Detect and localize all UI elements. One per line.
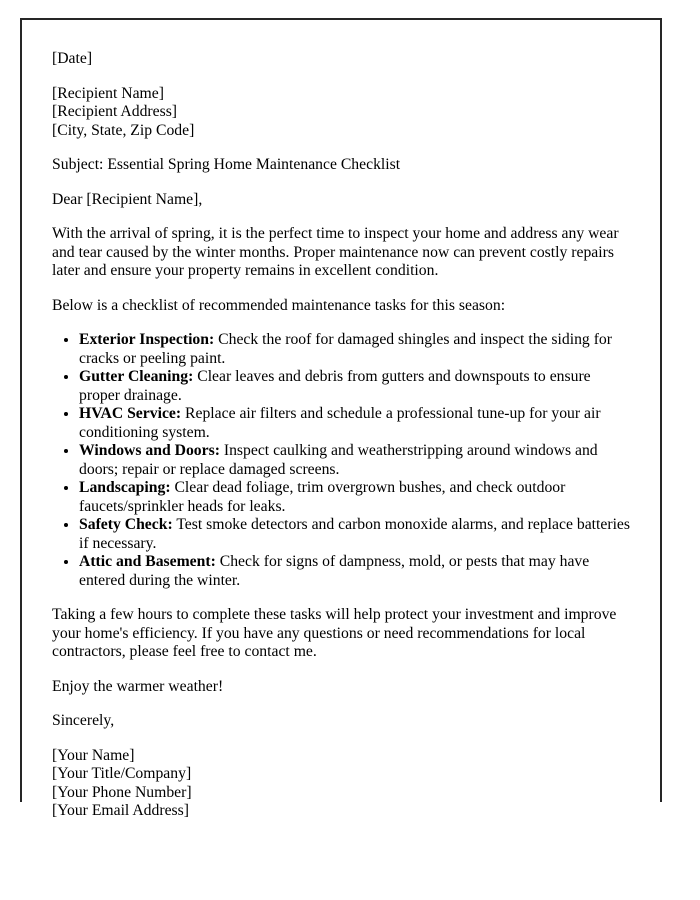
checklist-desc: Inspect caulking and weatherstripping around windows and doors; repair or replace damaged screens. [79, 442, 598, 478]
farewell-line: Enjoy the warmer weather! [52, 677, 224, 695]
closing-paragraph: Taking a few hours to complete these tasks will help protect your investment and improve your home's efficiency. If you have any questions or need recommendations for local contractors, please feel free to contact me. [52, 606, 617, 660]
checklist-desc: Test smoke detectors and carbon monoxide alarms, and replace batteries if necessary. [79, 516, 630, 552]
signature-title-company: [Your Title/Company] [52, 765, 192, 782]
checklist-term: Exterior Inspection: [79, 331, 215, 348]
signoff: Sincerely, [52, 712, 115, 729]
checklist-intro: Below is a checklist of recommended maintenance tasks for this season: [52, 296, 506, 314]
checklist-desc: Check for signs of dampness, mold, or pests that may have entered during the winter. [79, 553, 590, 589]
checklist-desc: Check the roof for damaged shingles and inspect the siding for cracks or peeling paint. [79, 331, 612, 367]
checklist-item-hvac-service [79, 405, 630, 442]
checklist-term: Safety Check: [79, 516, 173, 533]
intro-paragraph: With the arrival of spring, it is the perfect time to inspect your home and address any wear and tear caused by the winter months. Proper maintenance now can prevent costly repairs later and ensure your property remains in excellent condition. [52, 225, 619, 279]
checklist-item-windows-and-doors [79, 442, 630, 479]
checklist-term: Gutter Cleaning: [79, 368, 194, 385]
maintenance-checklist [52, 331, 630, 590]
signature-email: [Your Email Address] [52, 802, 189, 819]
date-placeholder: [Date] [52, 50, 93, 67]
recipient-address: [Recipient Address] [52, 103, 178, 120]
checklist-item-gutter-cleaning [79, 368, 630, 405]
recipient-name: [Recipient Name] [52, 84, 164, 102]
checklist-item-landscaping [79, 479, 630, 516]
recipient-city-state-zip: [City, State, Zip Code] [52, 121, 195, 139]
recipient-block [52, 85, 630, 141]
letter-document [20, 18, 662, 819]
signature-phone: [Your Phone Number] [52, 783, 192, 801]
checklist-item-safety-check [79, 516, 630, 553]
checklist-desc: Clear leaves and debris from gutters and downspouts to ensure proper drainage. [79, 368, 591, 404]
checklist-term: Landscaping: [79, 479, 171, 496]
signature-block [52, 747, 630, 821]
checklist-term: HVAC Service: [79, 405, 182, 422]
checklist-desc: Clear dead foliage, trim overgrown bushes, and check outdoor faucets/sprinkler heads for leaks. [79, 479, 566, 515]
checklist-item-attic-and-basement [79, 553, 630, 590]
checklist-desc: Replace air filters and schedule a professional tune-up for your air conditioning system. [79, 405, 601, 441]
greeting: Dear [Recipient Name], [52, 190, 203, 208]
subject-line: Subject: Essential Spring Home Maintenance Checklist [52, 156, 401, 173]
signature-name: [Your Name] [52, 746, 135, 764]
checklist-item-exterior-inspection [79, 331, 630, 368]
checklist-term: Windows and Doors: [79, 442, 220, 459]
checklist-term: Attic and Basement: [79, 553, 216, 570]
